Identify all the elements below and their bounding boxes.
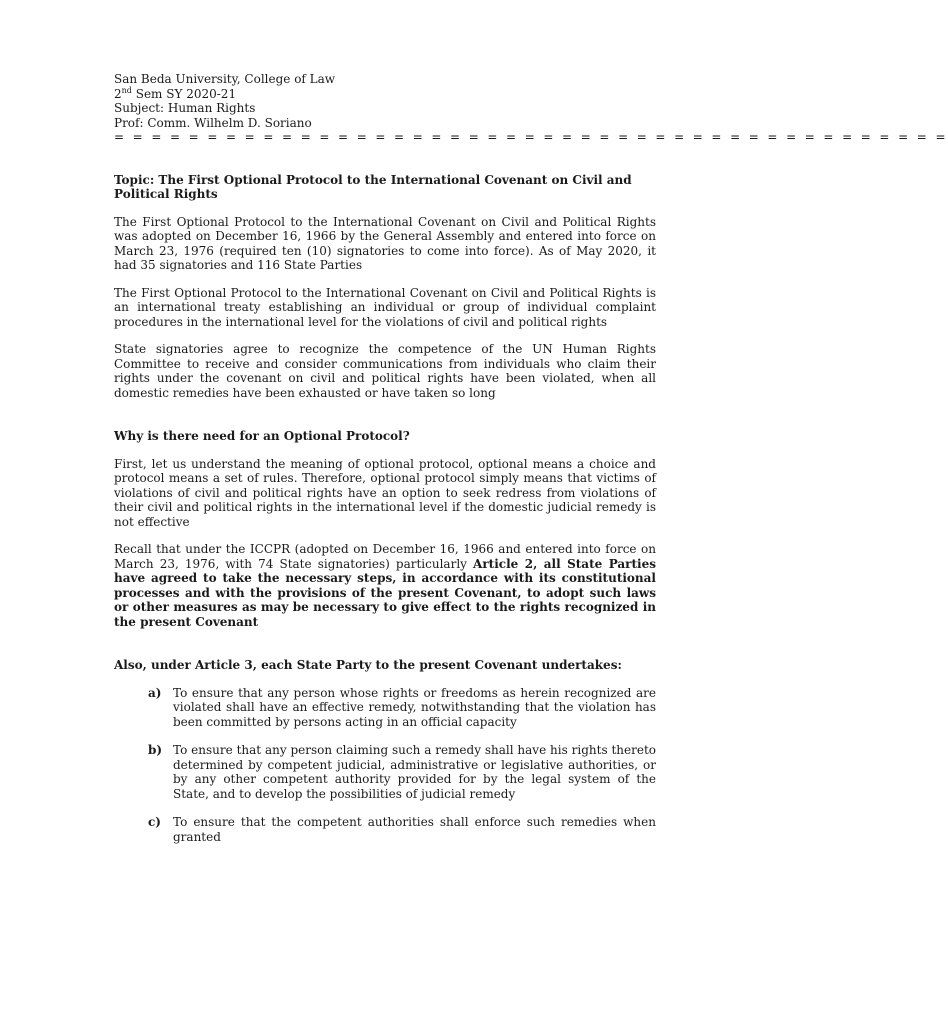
paragraph-signatories: State signatories agree to recognize the competence of the UN Human Rights Committee to receive and consider communications from individuals who claim their rights under the covenant on civil and political rights have been violated, when all domestic remedies have been exhausted or have taken so long: [114, 342, 656, 400]
question-heading: Why is there need for an Optional Protocol?: [114, 429, 410, 443]
professor-line: Prof: Comm. Wilhelm D. Soriano: [114, 115, 312, 130]
document-page: [114, 72, 948, 858]
list-marker: c): [148, 815, 161, 829]
list-item: [148, 686, 656, 730]
iccpr-article2: Article 2, all State Parties have agreed to take the necessary steps, in accordance with its constitutional processes and with the provisions of the present Covenant, to adopt such laws or other measures as may be necessary to give effect to the rights recognized in the present Covenant: [114, 556, 656, 629]
semester-line: [114, 87, 656, 102]
list-item: [148, 815, 656, 844]
school-name: San Beda University, College of Law: [114, 72, 336, 86]
document-header: [114, 72, 948, 145]
list-marker: a): [148, 685, 162, 700]
semester-year: Sem SY 2020-21: [131, 86, 237, 101]
semester-ordinal: nd: [121, 85, 132, 95]
list-item: [148, 743, 656, 801]
paragraph-treaty: The First Optional Protocol to the International Covenant on Civil and Political Rights is an international treaty establishing an individual or group of individual complaint procedures in the international level for the violations of civil and political rights: [114, 285, 656, 329]
article3-heading: Also, under Article 3, each State Party to the present Covenant undertakes:: [114, 658, 622, 672]
list-marker: b): [148, 743, 163, 757]
paragraph-adoption: The First Optional Protocol to the International Covenant on Civil and Political Rights was adopted on December 16, 1966 by the General Assembly and entered into force on March 23, 1976 (required ten (10) signatories to come into force). As of May 2020, it had 35 signatories and 116 State Parties: [114, 214, 656, 272]
separator-rule: = = = = = = = = = = = = = = = = = = = = = = = = = = = = = = = = = = = = = = = = = = = = =: [114, 130, 948, 144]
undertakings-list: [114, 686, 656, 845]
list-text: To ensure that the competent authorities shall enforce such remedies when granted: [173, 815, 656, 844]
list-text: To ensure that any person claiming such a remedy shall have his rights thereto determined by competent judicial, administrative or legislative authorities, or by any other competent authority provided for by the legal system of the State, and to develop the possibilities of judicial remedy: [173, 743, 656, 801]
semester-number: 2: [114, 86, 122, 101]
iccpr-intro: Recall that under the ICCPR (adopted on December 16, 1966 and entered into force on March 23, 1976, with 74 State signatories) particularly: [114, 542, 656, 571]
topic-heading: Topic: The First Optional Protocol to the International Covenant on Civil and Political Rights: [114, 172, 632, 201]
paragraph-iccpr: [114, 542, 656, 629]
list-text: To ensure that any person whose rights or freedoms as herein recognized are violated shall have an effective remedy, notwithstanding that the violation has been committed by persons acting in an official capacity: [173, 685, 656, 729]
subject-line: Subject: Human Rights: [114, 101, 256, 115]
paragraph-explanation: First, let us understand the meaning of optional protocol, optional means a choice and protocol means a set of rules. Therefore, optional protocol simply means that victims of violations of civil and political rights have an option to seek redress from violations of their civil and political rights in the international level if the domestic judicial remedy is not effective: [114, 456, 656, 529]
